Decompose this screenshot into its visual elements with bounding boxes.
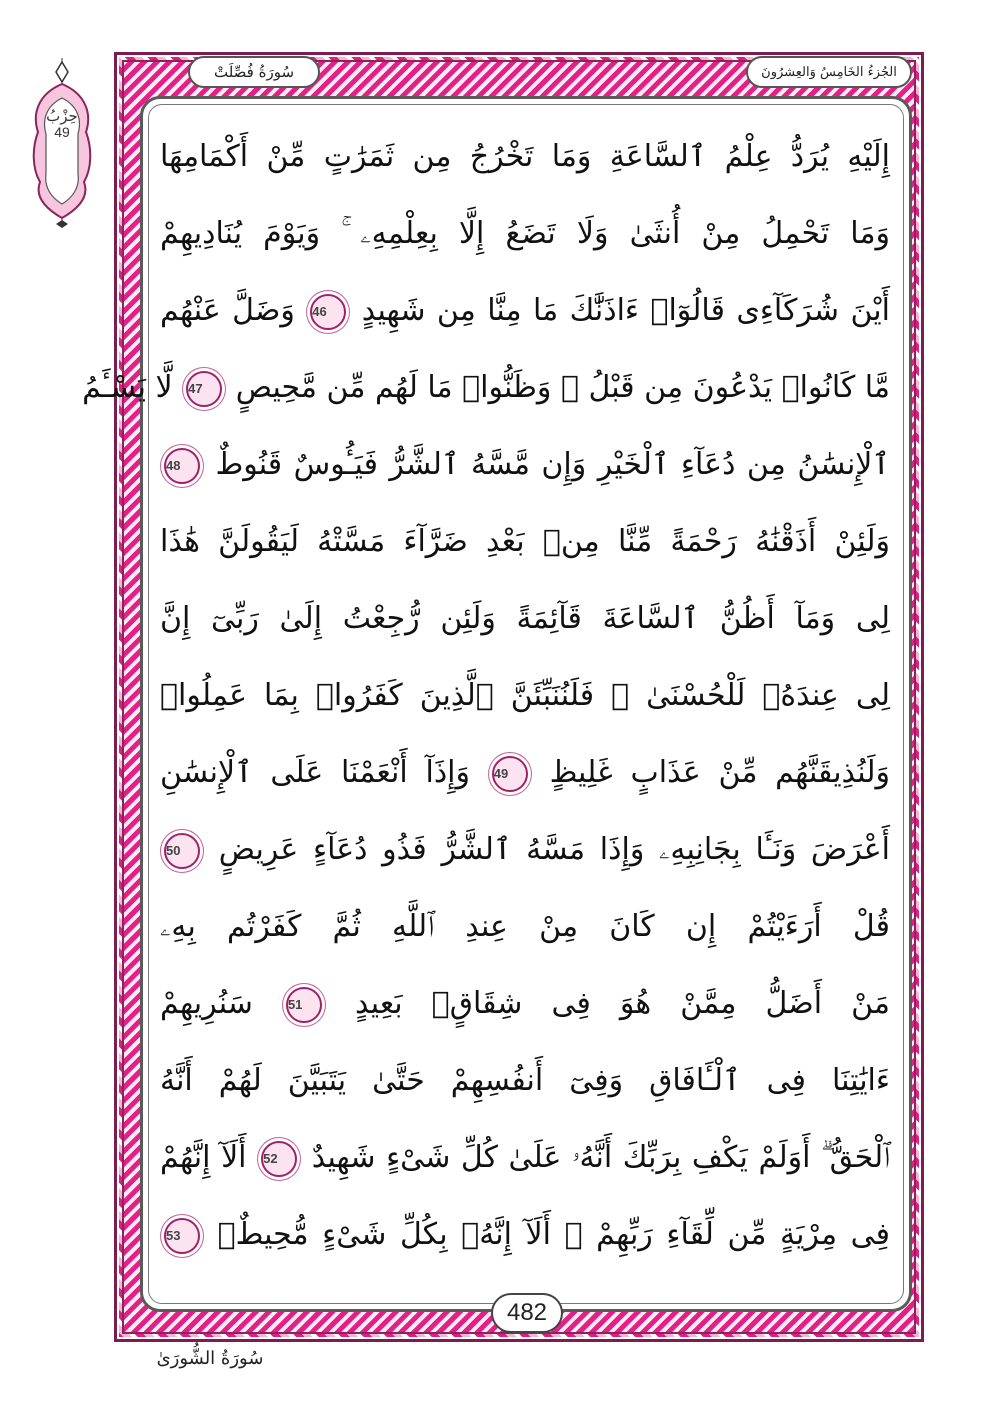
verse-text: وَمَا تَحْمِلُ مِنْ أُنثَىٰ وَلَا تَضَعُ إِلَّا بِعِلْمِهِۦ ۚ وَيَوْمَ يُنَادِيهِمْ bbox=[160, 216, 890, 251]
verse-text: مَنْ أَضَلُّ مِمَّنْ هُوَ فِى شِقَاقٍۭ بَعِيدٍ bbox=[355, 986, 891, 1021]
verse-text: ءَايَٰتِنَا فِى ٱلْـَٔافَاقِ وَفِىٓ أَنفُسِهِمْ حَتَّىٰ يَتَبَيَّنَ لَهُمْ أَنَّهُ bbox=[160, 1063, 890, 1098]
page-number-value: 482 bbox=[506, 1299, 548, 1326]
verse-text: لِى عِندَهُۥ لَلْحُسْنَىٰ ۚ فَلَنُنَبِّئَنَّ ٱلَّذِينَ كَفَرُوا۟ بِمَا عَمِلُوا۟ bbox=[160, 678, 890, 713]
verse-line bbox=[160, 1042, 890, 1119]
verse-text: أَعْرَضَ وَنَـَٔا بِجَانِبِهِۦ وَإِذَا مَسَّهُ ٱلشَّرُّ فَذُو دُعَآءٍ عَرِيضٍ bbox=[218, 832, 890, 867]
verse-line bbox=[160, 195, 890, 272]
juz-label bbox=[746, 56, 912, 88]
verse-line bbox=[160, 580, 890, 657]
hizb-ornament-icon bbox=[28, 58, 96, 228]
verse-line bbox=[160, 734, 890, 811]
verse-text: سَنُرِيهِمْ bbox=[160, 986, 253, 1021]
verse-line bbox=[160, 888, 890, 965]
verse-text: أَيْنَ شُرَكَآءِى قَالُوٓا۟ ءَاذَنَّٰكَ مَا مِنَّا مِن شَهِيدٍ bbox=[361, 293, 890, 328]
verse-text: فِى مِرْيَةٍ مِّن لِّقَآءِ رَبِّهِمْ ۗ أَلَآ إِنَّهُۥ بِكُلِّ شَىْءٍ مُّحِيطٌۢ bbox=[217, 1217, 890, 1252]
verse-text: وَلَنُذِيقَنَّهُم مِّنْ عَذَابٍ غَلِيظٍ bbox=[549, 755, 890, 790]
verse-text: وَلَئِنْ أَذَقْنَٰهُ رَحْمَةً مِّنَّا مِنۢ بَعْدِ ضَرَّآءَ مَسَّتْهُ لَيَقُولَنَّ هَٰذَا bbox=[160, 524, 890, 559]
page-number bbox=[491, 1293, 563, 1333]
surah-name: سُورَةُ فُصِّلَتْ bbox=[213, 63, 295, 81]
juz-name: الجُزءُ الخَامِسُ وَالعِشرُونَ bbox=[761, 64, 897, 80]
verse-text: لَّا يَسْـَٔمُ bbox=[82, 370, 173, 405]
verse-text: إِلَيْهِ يُرَدُّ عِلْمُ ٱلسَّاعَةِ وَمَا تَخْرُجُ مِن ثَمَرَٰتٍ مِّنْ أَكْمَامِهَا bbox=[160, 139, 890, 174]
ayah-number-marker: 46 bbox=[310, 294, 346, 330]
ayah-number-marker: 48 bbox=[164, 448, 200, 484]
verse-text: وَضَلَّ عَنْهُم bbox=[160, 293, 295, 328]
verse-line bbox=[160, 272, 890, 349]
hizb-label: حِزْبُ bbox=[46, 107, 78, 125]
quran-text-block bbox=[82, 118, 891, 1273]
verse-line bbox=[160, 426, 890, 503]
hizb-number: 49 bbox=[54, 123, 70, 140]
ayah-number-marker: 51 bbox=[286, 987, 322, 1023]
next-surah-catchword: سُورَةُ الشُّورَىٰ bbox=[156, 1348, 264, 1369]
ayah-number-marker: 52 bbox=[261, 1141, 297, 1177]
verse-text: ٱلْحَقُّ ۗ أَوَلَمْ يَكْفِ بِرَبِّكَ أَنَّهُۥ عَلَىٰ كُلِّ شَىْءٍ شَهِيدٌ bbox=[311, 1140, 890, 1175]
ayah-number-marker: 49 bbox=[492, 756, 528, 792]
ayah-number-marker: 53 bbox=[164, 1218, 200, 1254]
verse-line bbox=[82, 349, 890, 426]
hizb-marker bbox=[30, 108, 94, 140]
ayah-number-marker: 50 bbox=[164, 833, 200, 869]
verse-line bbox=[160, 811, 890, 888]
surah-label bbox=[188, 56, 320, 88]
verse-line bbox=[160, 503, 890, 580]
verse-line bbox=[160, 1196, 890, 1273]
verse-line bbox=[160, 1119, 890, 1196]
verse-text: أَلَآ إِنَّهُمْ bbox=[160, 1140, 247, 1175]
verse-line bbox=[160, 965, 890, 1042]
verse-text: لِى وَمَآ أَظُنُّ ٱلسَّاعَةَ قَآئِمَةً وَلَئِن رُّجِعْتُ إِلَىٰ رَبِّىٓ إِنَّ bbox=[160, 601, 890, 636]
verse-text: مَّا كَانُوا۟ يَدْعُونَ مِن قَبْلُ ۖ وَظَنُّوا۟ مَا لَهُم مِّن مَّحِيصٍ bbox=[235, 370, 890, 405]
verse-text: وَإِذَآ أَنْعَمْنَا عَلَى ٱلْإِنسَٰنِ bbox=[160, 755, 471, 790]
verse-text: ٱلْإِنسَٰنُ مِن دُعَآءِ ٱلْخَيْرِ وَإِن مَّسَّهُ ٱلشَّرُّ فَيَـُٔوسٌ قَنُوطٌ bbox=[215, 447, 890, 482]
verse-line bbox=[160, 118, 890, 195]
verse-line bbox=[160, 657, 890, 734]
ayah-number-marker: 47 bbox=[186, 371, 222, 407]
verse-text: قُلْ أَرَءَيْتُمْ إِن كَانَ مِنْ عِندِ ٱللَّهِ ثُمَّ كَفَرْتُم بِهِۦ bbox=[160, 909, 890, 944]
